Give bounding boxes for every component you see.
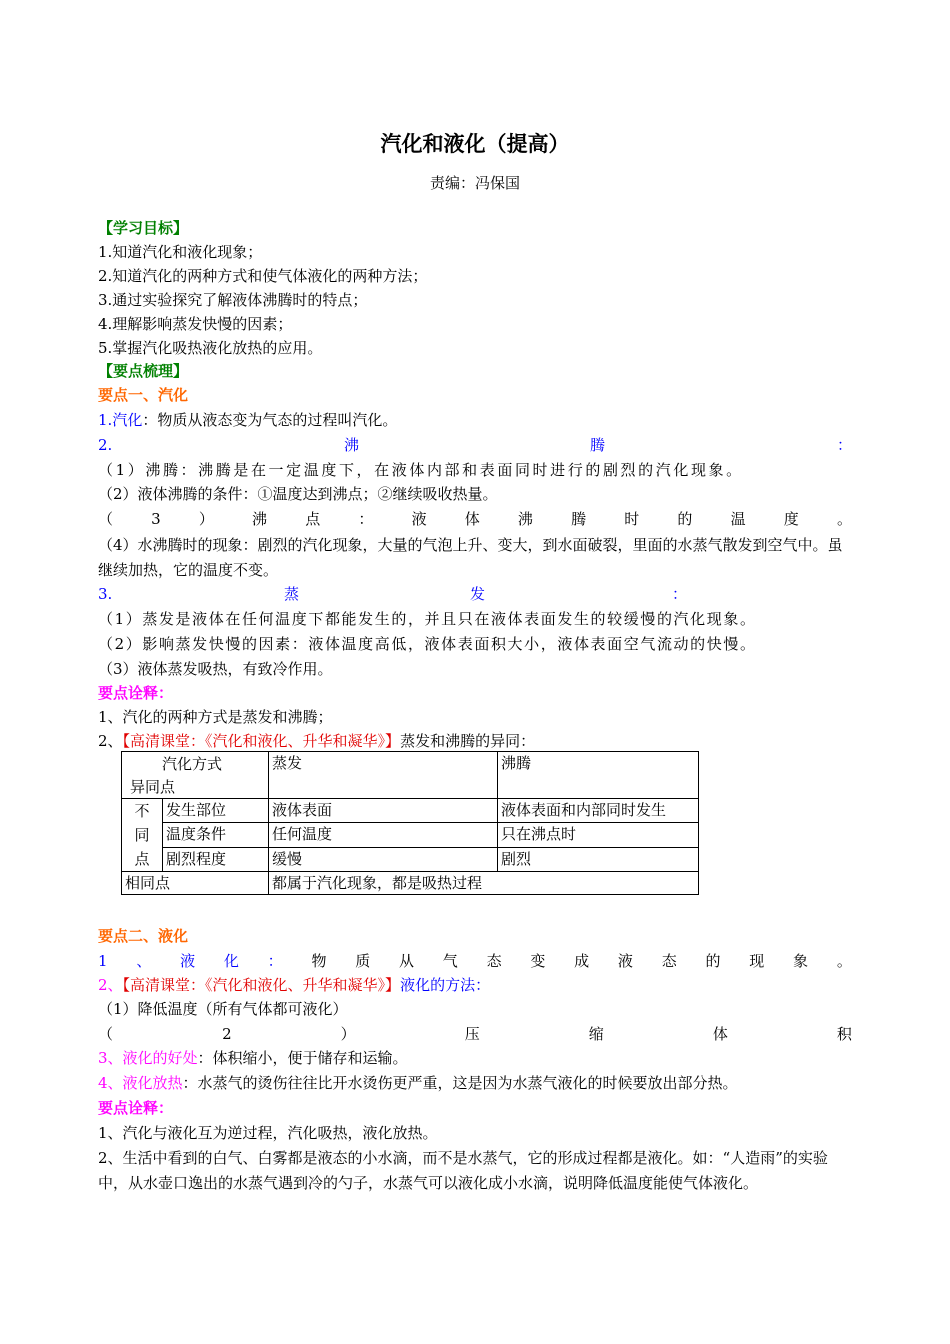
goal-item: 2.知道汽化的两种方式和使气体液化的两种方法； [98,267,428,285]
def-term: 汽化 [112,411,143,429]
cell-boiling: 剧烈 [498,847,699,871]
point1-note-1: 1、汽化的两种方式是蒸发和沸腾； [98,708,333,726]
char: ） [340,1025,356,1043]
char: （ [98,1025,114,1043]
benefit-term: 3、液化的好处 [98,1049,198,1067]
diff-char: 同 [134,826,150,844]
methods-prefix: 2、 [98,976,123,994]
evaporation-term-1: 蒸 [284,585,300,603]
col-header-evaporation: 蒸发 [269,752,498,799]
point1-notes-header: 要点诠释： [98,684,174,702]
point2-note-2: 2、生活中看到的白气、白雾都是液态的小水滴，而不是水蒸气，它的形成过程都是液化。如：“人造雨”的实验中，从水壶口逸出的水蒸气遇到冷的勺子，水蒸气可以液化成小水滴，说明降低温度能使气体液化。 [98,1149,828,1192]
page-title: 汽化和液化（提高） [380,132,570,156]
boiling-line-4: （4）水沸腾时的现象：剧烈的汽化现象，大量的气泡上升、变大，到水面破裂，里面的水蒸气散发到空气中。虽继续加热，它的温度不变。 [98,536,843,579]
method-2 [98,1023,852,1045]
char: 现 [749,952,765,970]
char: 气 [442,952,458,970]
point1-note-2 [98,730,852,752]
char: 的 [677,510,693,528]
evaporation-line-1: （1）蒸发是液体在任何温度下都能发生的，并且只在液体表面发生的较缓慢的汽化现象。 [98,610,757,628]
boiling-line-2: （2）液体沸腾的条件：①温度达到沸点；②继续吸收热量。 [98,485,498,503]
char: 液 [617,952,633,970]
hd-class-link[interactable]: 【高清课堂：《汽化和液化、升华和凝华》】 [122,732,401,750]
char: 象 [793,952,809,970]
evaporation-term-2: 发 [470,585,486,603]
goals-header: 【学习目标】 [98,219,189,237]
hd-class-link[interactable]: 【高清课堂：《汽化和液化、升华和凝华》】 [122,976,401,994]
vaporization-definition [98,409,852,431]
char: 温 [730,510,746,528]
evaporation-number: 3. [98,585,113,603]
evaporation-line-2: （2）影响蒸发快慢的因素：液体温度高低，液体表面积大小，液体表面空气流动的快慢。 [98,635,757,653]
char: 腾 [571,510,587,528]
char: ） [198,510,214,528]
row-label: 温度条件 [163,823,269,847]
diff-char: 不 [134,802,150,820]
same-text-cell: 都属于汽化现象，都是吸热过程 [269,872,699,895]
char: 的 [705,952,721,970]
cell-evaporation: 缓慢 [269,847,498,871]
goal-item: 5.掌握汽化吸热液化放热的应用。 [98,339,323,357]
heat-term: 4、液化放热 [98,1074,183,1092]
liquefaction-benefit [98,1047,852,1069]
char: 3 [151,510,161,528]
char: 体 [464,510,480,528]
points-header: 【要点梳理】 [98,362,189,380]
def-text: ：物质从液态变为气态的过程叫汽化。 [142,411,398,429]
char: 化 [223,952,239,970]
char: 物 [311,952,327,970]
char: 缩 [588,1025,604,1043]
boiling-term-1: 沸 [344,436,360,454]
heat-text: ：水蒸气的烫伤往往比开水烫伤更严重，这是因为水蒸气液化的时候要放出部分热。 [182,1074,738,1092]
benefit-text: ：体积缩小，便于储存和运输。 [197,1049,408,1067]
point2-notes-header: 要点诠释： [98,1099,174,1117]
row-label: 发生部位 [163,799,269,823]
boiling-colon: ： [836,436,852,454]
boiling-line-1: （1）沸腾：沸腾是在一定温度下，在液体内部和表面同时进行的剧烈的汽化现象。 [98,461,744,479]
point2-note-1: 1、汽化与液化互为逆过程，汽化吸热，液化放热。 [98,1124,438,1142]
method-1: （1）降低温度（所有气体都可液化） [98,1000,348,1018]
note-prefix: 2、 [98,732,123,750]
char: 1 [98,952,108,970]
boiling-term-2: 腾 [590,436,606,454]
diff-label-cell [122,799,163,872]
char: 沸 [252,510,268,528]
char: 压 [464,1025,480,1043]
goal-item: 4.理解影响蒸发快慢的因素； [98,315,293,333]
char: 时 [624,510,640,528]
goal-item: 3.通过实验探究了解液体沸腾时的特点； [98,291,368,309]
boiling-number: 2. [98,436,113,454]
char: 。 [836,510,852,528]
diff-char: 点 [134,850,150,868]
char: 从 [399,952,415,970]
char: 液 [180,952,196,970]
editor-credit: 责编：冯保国 [429,174,520,192]
def-number: 1. [98,411,113,429]
char: 度 [783,510,799,528]
char: （ [98,510,114,528]
cell-evaporation: 任何温度 [269,823,498,847]
col-header-boiling: 沸腾 [498,752,699,799]
char: 。 [836,952,852,970]
char: 成 [574,952,590,970]
char: 体 [712,1025,728,1043]
same-label-cell: 相同点 [122,872,269,895]
liquefaction-heat [98,1072,852,1094]
char: 、 [136,952,152,970]
table-corner-cell [122,752,269,799]
point2-header: 要点二、液化 [98,927,189,945]
cell-evaporation: 液体表面 [269,799,498,823]
char: 2 [222,1025,232,1043]
char: 变 [530,952,546,970]
cell-boiling: 只在沸点时 [498,823,699,847]
char: ： [358,510,374,528]
corner-bottom-label: 异同点 [130,778,176,796]
char: 液 [411,510,427,528]
note-text: 蒸发和沸腾的异同： [400,732,536,750]
char: 态 [486,952,502,970]
char: ： [267,952,283,970]
comparison-table [121,751,699,895]
evaporation-colon: ： [672,585,688,603]
char: 沸 [517,510,533,528]
char: 积 [836,1025,852,1043]
char: 态 [661,952,677,970]
boiling-line-3 [98,508,852,530]
char: 点 [305,510,321,528]
cell-boiling: 液体表面和内部同时发生 [498,799,699,823]
methods-title: 液化的方法： [400,976,491,994]
liquefaction-definition [98,950,852,972]
liquefaction-methods-intro [98,974,852,996]
evaporation-line-3: （3）液体蒸发吸热，有致冷作用。 [98,660,333,678]
row-label: 剧烈程度 [163,847,269,871]
char: 质 [355,952,371,970]
goal-item: 1.知道汽化和液化现象； [98,243,263,261]
point1-header: 要点一、汽化 [98,386,189,404]
corner-top-label: 汽化方式 [162,755,223,773]
